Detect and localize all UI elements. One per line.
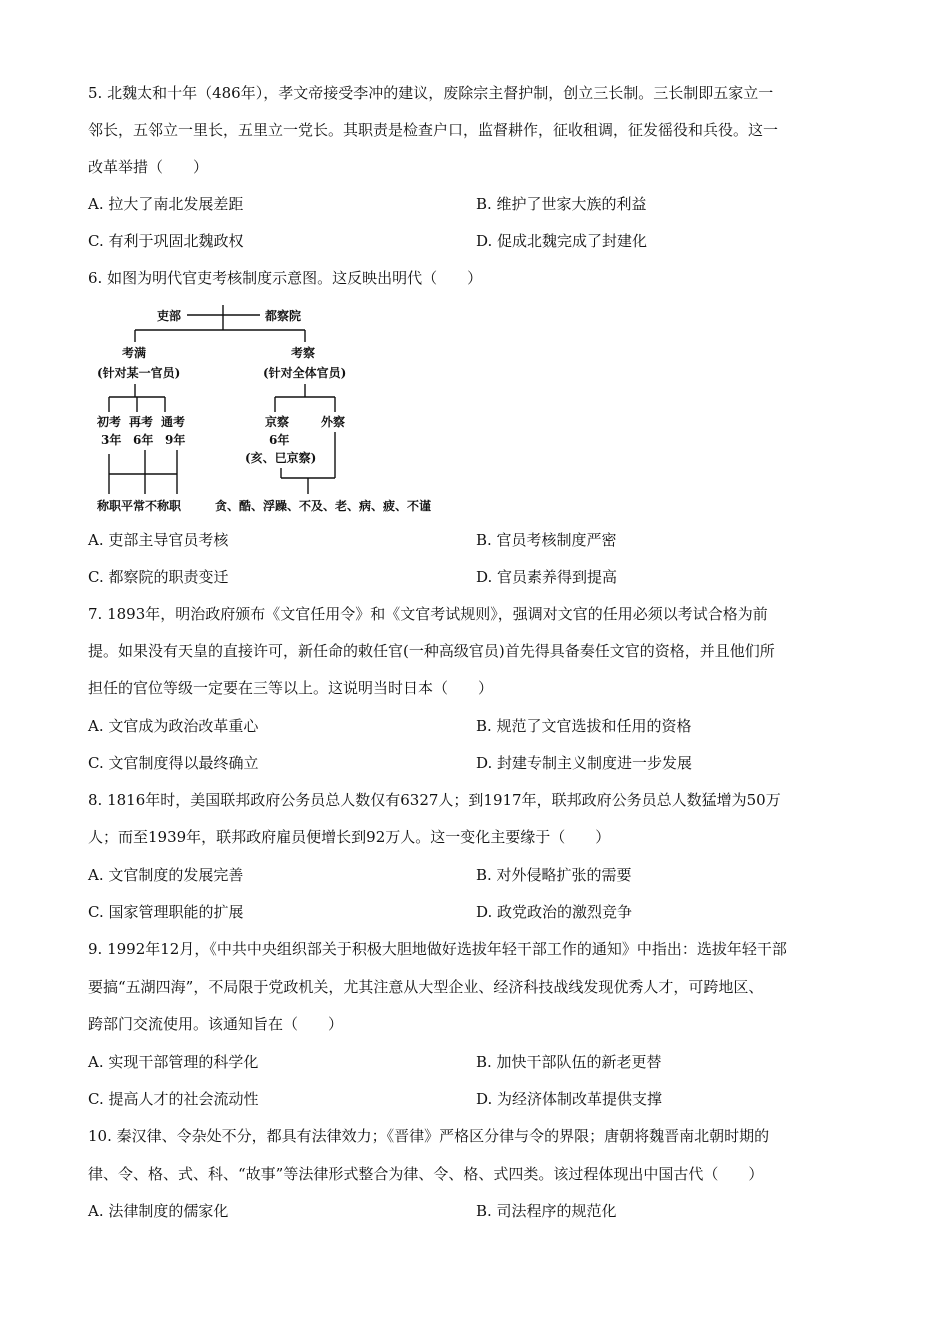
diagram-result-right: 贪、酷、浮躁、不及、老、病、疲、不谨 [215, 499, 432, 513]
diagram-tongkao: 通考 [161, 415, 186, 429]
diagram-duchayuan: 都察院 [265, 309, 302, 323]
diagram-jingcha: 京察 [265, 415, 290, 429]
q6-line-1: 6. 如图为明代官吏考核制度示意图。这反映出明代（ ） [88, 269, 483, 287]
q9-line-1: 9. 1992年12月，《中共中央组织部关于积极大胆地做好选拔年轻干部工作的通知》中指出：选拔年轻干部 [88, 940, 787, 958]
q8-option-c: C. 国家管理职能的扩展 [88, 903, 244, 921]
q8-line-1: 8. 1816年时，美国联邦政府公务员总人数仅有6327人；到1917年，联邦政府公务员总人数猛增为50万 [88, 791, 781, 809]
diagram-chukao-years: 3年 [101, 433, 122, 447]
diagram-zaikao: 再考 [129, 415, 154, 429]
q7-option-a: A. 文官成为政治改革重心 [88, 717, 259, 735]
q5-line-2: 邻长，五邻立一里长，五里立一党长。其职责是检查户口，监督耕作，征收租调，征发徭役和兵役。这一 [88, 121, 779, 139]
q5-option-a: A. 拉大了南北发展差距 [88, 195, 244, 213]
q8-option-a: A. 文官制度的发展完善 [88, 866, 244, 884]
q10-option-b: B. 司法程序的规范化 [476, 1202, 617, 1220]
q6-option-a: A. 吏部主导官员考核 [88, 531, 229, 549]
q7-option-c: C. 文官制度得以最终确立 [88, 754, 259, 772]
diagram-result-left: 称职平常不称职 [97, 499, 182, 513]
q10-option-a: A. 法律制度的儒家化 [88, 1202, 229, 1220]
q6-option-c: C. 都察院的职责变迁 [88, 568, 229, 586]
q9-line-3: 跨部门交流使用。该通知旨在（ ） [88, 1015, 344, 1033]
q9-option-c: C. 提高人才的社会流动性 [88, 1090, 259, 1108]
q7-line-2: 提。如果没有天皇的直接许可，新任命的敕任官(一种高级官员)首先得具备奏任文官的资格，并且他们所 [88, 642, 775, 660]
q8-option-b: B. 对外侵略扩张的需要 [476, 866, 632, 884]
q5-option-b: B. 维护了世家大族的利益 [476, 195, 647, 213]
q7-option-d: D. 封建专制主义制度进一步发展 [476, 754, 693, 772]
q5-line-1: 5. 北魏太和十年（486年），孝文帝接受李冲的建议，废除宗主督护制，创立三长制。三长制即五家立一 [88, 84, 774, 102]
diagram-chukao: 初考 [97, 415, 122, 429]
q10-line-2: 律、令、格、式、科、“故事”等法律形式整合为律、令、格、式四类。该过程体现出中国古代（ ） [88, 1165, 764, 1183]
q5-option-d: D. 促成北魏完成了封建化 [476, 232, 648, 250]
q8-line-2: 人；而至1939年，联邦政府雇员便增长到92万人。这一变化主要缘于（ ） [88, 828, 611, 846]
assessment-diagram [95, 302, 435, 520]
q7-line-3: 担任的官位等级一定要在三等以上。这说明当时日本（ ） [88, 679, 494, 697]
diagram-kaocha: 考察 [291, 346, 316, 360]
diagram-zaikao-years: 6年 [133, 433, 154, 447]
q10-line-1: 10. 秦汉律、令杂处不分，都具有法律效力；《晋律》严格区分律与令的界限；唐朝将魏晋南北朝时期的 [88, 1127, 770, 1145]
q8-option-d: D. 政党政治的激烈竞争 [476, 903, 633, 921]
q6-option-d: D. 官员素养得到提高 [476, 568, 618, 586]
q9-option-a: A. 实现干部管理的科学化 [88, 1053, 259, 1071]
q9-option-d: D. 为经济体制改革提供支撑 [476, 1090, 663, 1108]
diagram-kaoman-sub: (针对某一官员) [97, 366, 181, 380]
diagram-jingcha-years: 6年 [269, 433, 290, 447]
q9-option-b: B. 加快干部队伍的新老更替 [476, 1053, 662, 1071]
q5-option-c: C. 有利于巩固北魏政权 [88, 232, 244, 250]
q5-line-3: 改革举措（ ） [88, 158, 209, 176]
diagram-libu: 吏部 [157, 309, 182, 323]
diagram-kaocha-sub: (针对全体官员) [263, 366, 347, 380]
diagram-waicha: 外察 [321, 415, 346, 429]
q6-option-b: B. 官员考核制度严密 [476, 531, 617, 549]
diagram-kaoman: 考满 [122, 346, 147, 360]
q9-line-2: 要搞“五湖四海”，不局限于党政机关，尤其注意从大型企业、经济科技战线发现优秀人才，可跨地区、 [88, 978, 764, 996]
q7-line-1: 7. 1893年，明治政府颁布《文官任用令》和《文官考试规则》，强调对文官的任用必须以考试合格为前 [88, 605, 768, 623]
q7-option-b: B. 规范了文官选拔和任用的资格 [476, 717, 692, 735]
diagram-jingcha-sub: (亥、巳京察) [245, 451, 317, 465]
diagram-tongkao-years: 9年 [165, 433, 186, 447]
